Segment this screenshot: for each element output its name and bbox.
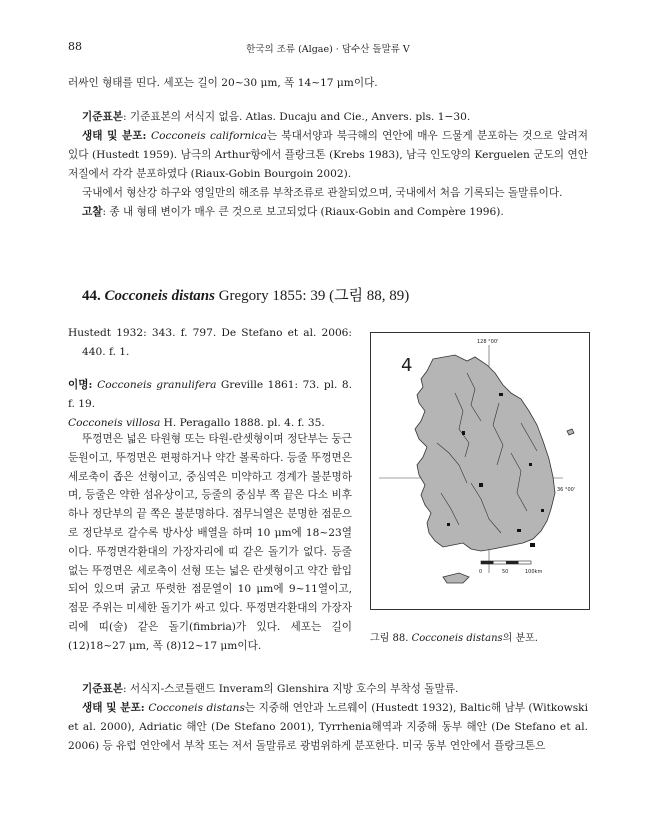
synonyms: [68, 376, 352, 433]
ecology-text: 는 지중해 연안과 노르웨이 (Hustedt 1932), Baltic해 남부 (Witkowski et al. 2000), Adriatic 해안 (De Stefano 2001), Tyrrhenia해역과 지중해 동부 해안 (De Stefano et al. 2006) 등 유럽 연안에서 부착 또는 저서 돌말류로 광범위하게 분포한다. 미국 동부 연안에서 플랑크톤으: [68, 702, 588, 752]
synonym-2-name: Cocconeis villosa: [68, 417, 161, 429]
prev-ecology-paragraph: 생태 및 분포: Cocconeis californica는 북대서양과 북극해의 연안에 매우 드물게 분포하는 것으로 알려져 있다 (Hustedt 1959). 남극의 Arthur항에서 플랑크톤 (Krebs 1983), 남극 인도양의 Kerguelen 군도의 연안 저질에서 각각 분포하였다 (Riaux-Gobin Bourgoin 2002).: [68, 130, 588, 180]
ecology-paragraph: 생태 및 분포: Cocconeis distans는 지중해 연안과 노르웨이 (Hustedt 1932), Baltic해 남부 (Witkowski et al. 2000), Adriatic 해안 (De Stefano 2001), Tyrrhenia해역과 지중해 동부 해안 (De Stefano et al. 2006) 등 유럽 연안에서 부착 또는 저서 돌말류로 광범위하게 분포한다. 미국 동부 연안에서 플랑크톤으: [68, 702, 588, 752]
prev-type-paragraph: [68, 108, 588, 127]
type-paragraph: [68, 680, 588, 699]
scale-label-50: 50: [502, 569, 509, 575]
ecology-species: Cocconeis distans: [148, 702, 245, 714]
synonym-1-ref: Greville 1861: 73. pl. 8. f. 19.: [68, 379, 352, 410]
longitude-label: 128 °00': [477, 339, 499, 345]
peninsula-shape: [415, 355, 555, 551]
jeju-island: [443, 573, 469, 583]
latitude-label: 36 °00': [557, 487, 576, 493]
prev-ecology-text: 는 북대서양과 북극해의 연안에 매우 드물게 분포하는 것으로 알려져 있다 (Hustedt 1959). 남극의 Arthur항에서 플랑크톤 (Krebs 1983), 남극 인도양의 Kerguelen 군도의 연안 저질에서 각각 분포하였다 (Riaux-Gobin Bourgoin 2002).: [68, 130, 588, 180]
synonym-line-1: 이명: Cocconeis granulifera Greville 1861: 73. pl. 8. f. 19.: [68, 379, 352, 410]
prev-remark-text: : 종 내 형태 변이가 매우 큰 것으로 보고되었다 (Riaux-Gobin and Compère 1996).: [102, 206, 504, 218]
species-number: 44.: [82, 288, 101, 304]
species-heading: [82, 284, 409, 305]
synonym-1-name: Cocconeis granulifera: [97, 379, 217, 391]
ulleung-island: [567, 429, 574, 435]
intro-paragraph: [68, 74, 588, 93]
running-title: 한국의 조류 (Algae) · 담수산 돌말류 V: [246, 44, 410, 55]
description-block: [68, 430, 352, 656]
scale-label-100km: 100km: [525, 569, 543, 575]
distribution-map-figure: [370, 332, 590, 610]
figure-caption: [370, 629, 538, 644]
page-number: 88: [68, 40, 82, 53]
prev-remark-paragraph: [68, 203, 588, 222]
scale-label-0: 0: [479, 569, 483, 575]
intro-line: 러싸인 형태를 띤다. 세포는 길이 20~30 μm, 폭 14~17 μm이다.: [68, 77, 378, 89]
species-authority: Gregory 1855: 39 (그림 88, 89): [218, 288, 410, 304]
type-label: 기준표본: [82, 683, 123, 695]
description-paragraph: 뚜껑면은 넓은 타원형 또는 타원-란셋형이며 정단부는 둥근 둔원이고, 뚜껑면은 편평하거나 약간 볼록하다. 등줄 뚜껑면은 세로축이 좁은 선형이고, 중심역은 미약하고 경계가 불분명하며, 등줄은 약한 섬유상이고, 등줄의 중심부 쪽 끝은 다소 비후하나 정단부의 끝 쪽은 불분명하다. 점무늬열은 분명한 점문으로 정단부로 갈수록 방사상 배열을 하며 10 μm에 18~23열이다. 뚜껑면각환대의 가장자리에 띠 같은 돌기가 없다. 등줄 없는 뚜껑면은 세로축이 선형 또는 넓은 란셋형이고 약간 함입되어 있으며 굵고 뚜렷한 점문열이 10 μm에 9~11열이고, 점문 주위는 미세한 돌기가 싸고 있다. 뚜껑면각환대의 가장자리에 띠(술) 같은 돌기(fimbria)가 있다. 세포는 길이 (12)18~27 μm, 폭 (8)12~17 μm이다.: [68, 433, 352, 652]
species-name: Cocconeis distans: [104, 288, 215, 304]
prev-ecology-label: 생태 및 분포: [82, 130, 143, 142]
caption-prefix: 그림 88.: [370, 633, 412, 644]
caption-species: Cocconeis distans: [411, 633, 503, 644]
type-text: : 서식지-스코틀랜드 Inveram의 Glenshira 지방 호수의 부착성 돌말류.: [122, 683, 459, 695]
prev-korea-paragraph: 국내에서 형산강 하구와 영일만의 해조류 부착조류로 관찰되었으며, 국내에서 처음 기록되는 돌말류이다.: [82, 187, 563, 199]
prev-type-label: 기준표본: [82, 111, 123, 123]
caption-suffix: 의 분포.: [502, 633, 538, 644]
prev-type-text: : 기준표본의 서식지 없음. Atlas. Ducaju and Cie., Anvers. pls. 1−30.: [122, 111, 471, 123]
scale-bar: [479, 561, 542, 575]
ecology-label: 생태 및 분포: [82, 702, 141, 714]
prev-remark-label: 고찰: [82, 206, 103, 218]
synonym-2-ref: H. Peragallo 1888. pl. 4. f. 35.: [160, 417, 325, 429]
species-ecology-section: [68, 680, 588, 756]
previous-species-section: [68, 108, 588, 222]
species-references: [68, 324, 352, 362]
prev-ecology-species: Cocconeis californica: [151, 130, 267, 142]
figure-panel-number: 4: [401, 355, 413, 376]
korea-map: [371, 333, 589, 609]
page-header: [68, 40, 588, 56]
reference-line: Hustedt 1932: 343. f. 797. De Stefano et al. 2006: 440. f. 1.: [68, 327, 352, 358]
synonym-label: 이명: [68, 379, 89, 391]
